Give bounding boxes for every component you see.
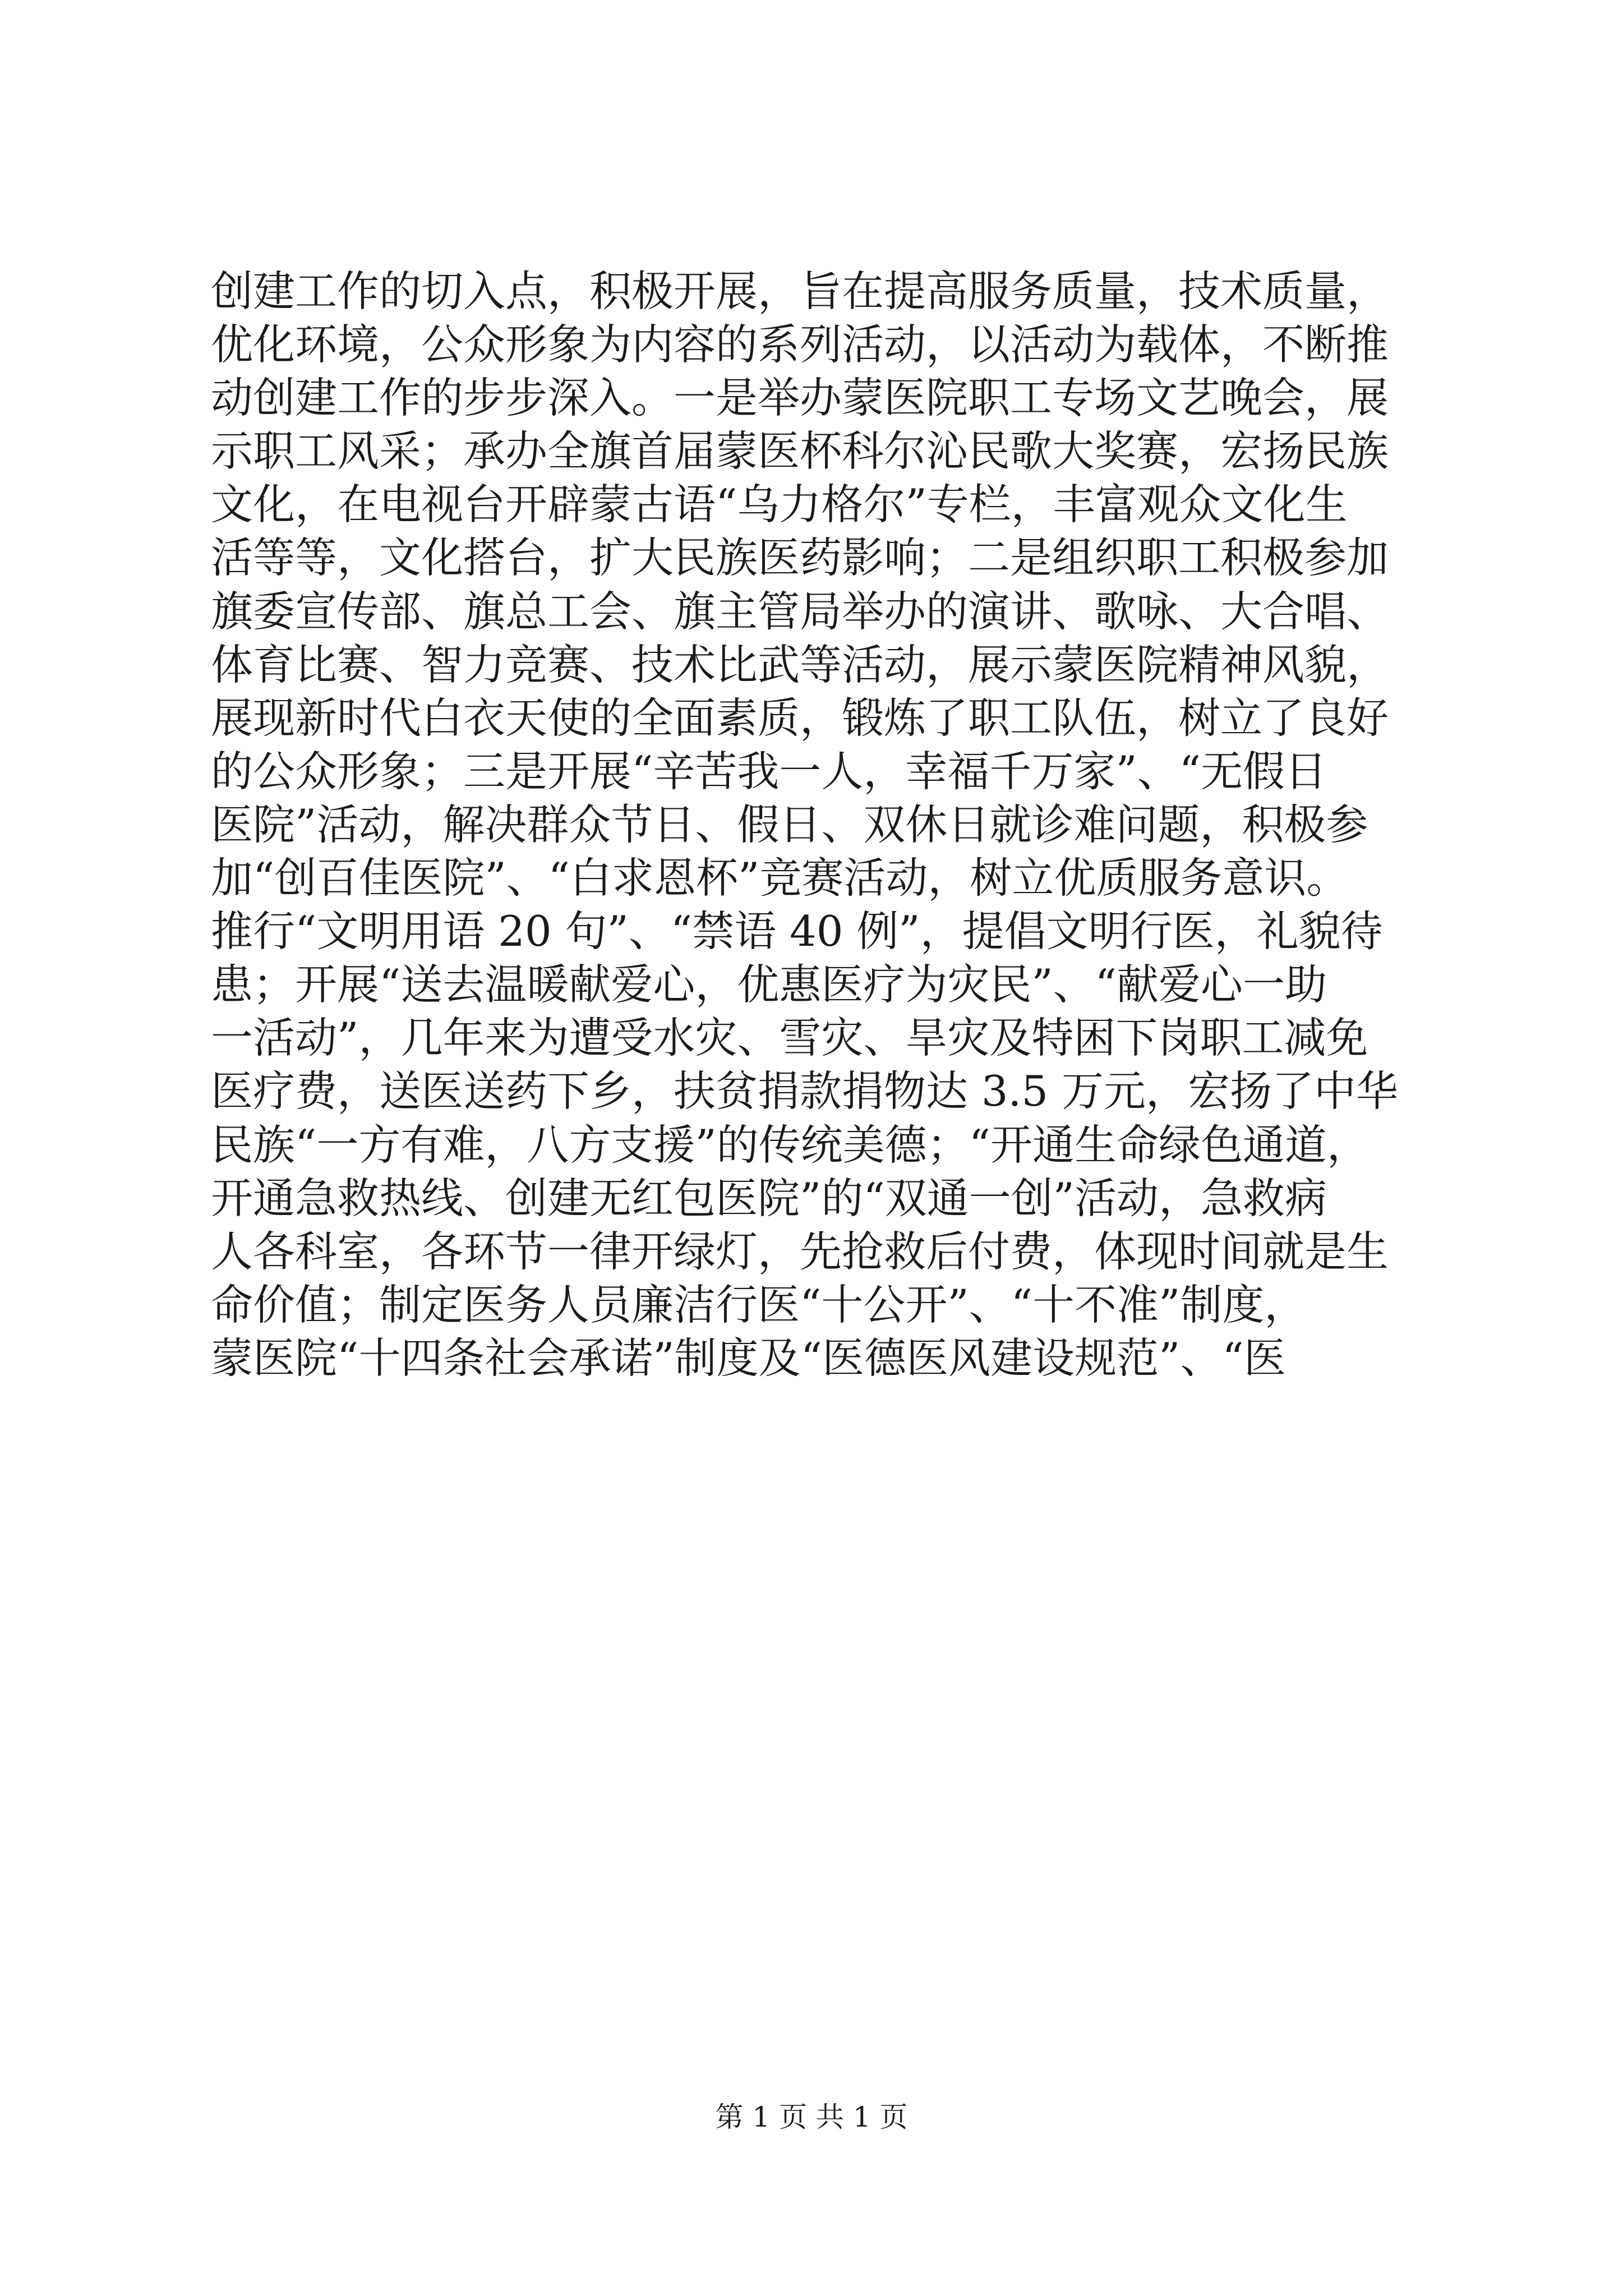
text-line: 动创建工作的步步深入。一是举办蒙医院职工专场文艺晚会，展 [211,373,1389,423]
body-paragraph [211,265,1422,1385]
text-line: 医疗费，送医送药下乡，扶贫捐款捐物达 3.5 万元，宏扬了中华 [211,1066,1398,1116]
text-line: 人各科室，各环节一律开绿灯，先抢救后付费，体现时间就是生 [211,1226,1389,1276]
text-line: 开通急救热线、创建无红包医院”的“双通一创”活动，急救病 [211,1173,1327,1223]
text-line: 体育比赛、智力竞赛、技术比武等活动，展示蒙医院精神风貌， [211,639,1389,689]
text-line: 创建工作的切入点，积极开展，旨在提高服务质量，技术质量， [211,266,1389,316]
page-number-label: 第 1 页 共 1 页 [715,2101,908,2133]
text-line: 一活动”，几年来为遭受水灾、雪灾、旱灾及特困下岗职工减免 [211,1013,1368,1063]
text-line: 活等等，文化搭台，扩大民族医药影响；二是组织职工积极参加 [211,533,1389,583]
text-line: 展现新时代白衣天使的全面素质，锻炼了职工队伍，树立了良好 [211,693,1389,743]
text-line: 的公众形象；三是开展“辛苦我一人，幸福千万家”、“无假日 [211,746,1327,796]
text-line: 民族“一方有难，八方支援”的传统美德；“开通生命绿色通道， [211,1120,1370,1170]
text-line: 示职工风采；承办全旗首届蒙医杯科尔沁民歌大奖赛，宏扬民族 [211,426,1389,476]
text-line: 蒙医院“十四条社会承诺”制度及“医德医风建设规范”、“医 [211,1333,1286,1383]
text-line: 加“创百佳医院”、“白求恩杯”竞赛活动，树立优质服务意识。 [211,853,1349,903]
text-line: 旗委宣传部、旗总工会、旗主管局举办的演讲、歌咏、大合唱、 [211,586,1389,636]
text-line: 命价值；制定医务人员廉洁行医“十公开”、“十不准”制度， [211,1280,1307,1329]
text-line: 文化，在电视台开辟蒙古语“乌力格尔”专栏，丰富观众文化生 [211,480,1348,530]
text-line: 医院”活动，解决群众节日、假日、双休日就诊难问题，积极参 [211,799,1368,849]
text-line: 患；开展“送去温暖献爱心，优惠医疗为灾民”、“献爱心一助 [211,960,1327,1010]
text-line: 优化环境，公众形象为内容的系列活动，以活动为载体，不断推 [211,320,1389,370]
text-line: 推行“文明用语 20 句”、“禁语 40 例”，提倡文明行医，礼貌待 [211,907,1383,956]
page-footer [0,2099,1623,2135]
